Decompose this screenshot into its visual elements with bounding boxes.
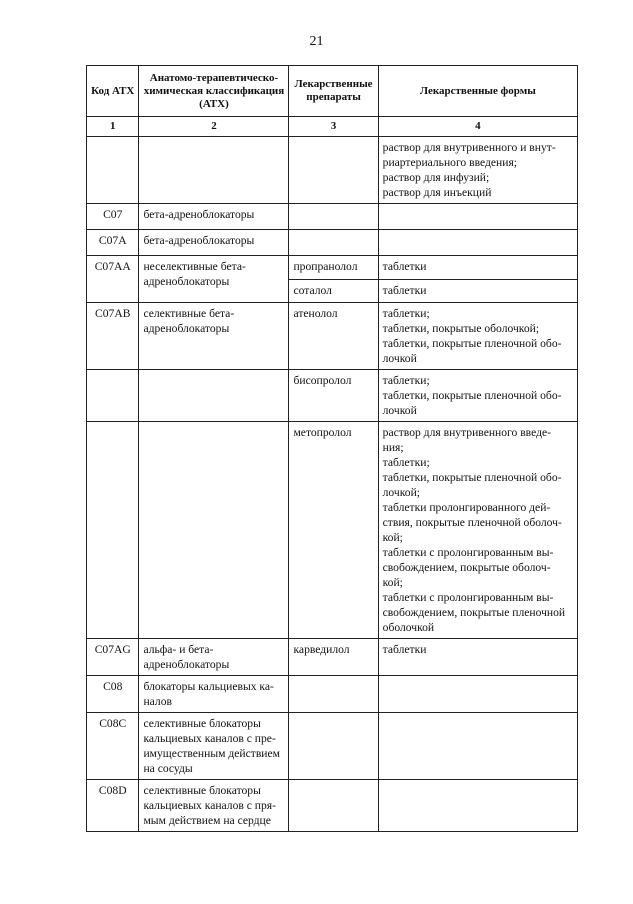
table-row xyxy=(87,639,578,676)
drug-cell: бисопролол xyxy=(289,370,378,422)
class-line: адреноблокаторы xyxy=(143,658,230,671)
code-cell: C07AB xyxy=(87,303,139,370)
form-line: таблетки с пролонгированным вы- xyxy=(382,591,554,604)
table-row xyxy=(87,780,578,832)
forms-cell xyxy=(378,230,577,256)
form-line: ствия, покрытые пленочной оболоч- xyxy=(382,516,562,529)
class-line: адреноблокаторы xyxy=(143,322,230,335)
code-cell xyxy=(87,422,139,639)
form-line: раствор для внутривенного и внут- xyxy=(382,141,556,154)
table-row xyxy=(87,230,578,256)
drug-cell xyxy=(289,230,378,256)
class-line: альфа- и бета- xyxy=(143,643,214,656)
code-cell: C08D xyxy=(87,780,139,832)
header-drugs: Лекарственные препараты xyxy=(289,66,378,117)
forms-cell: таблетки xyxy=(378,256,577,280)
code-cell: C08 xyxy=(87,676,139,713)
drug-cell: пропранолол xyxy=(289,256,378,280)
column-number: 3 xyxy=(289,117,378,137)
class-line: кальциевых каналов с пря- xyxy=(143,799,276,812)
class-line: кальциевых каналов с пре- xyxy=(143,732,276,745)
forms-cell xyxy=(378,422,577,639)
drug-cell: метопролол xyxy=(289,422,378,639)
class-cell xyxy=(139,303,289,370)
drug-cell xyxy=(289,204,378,230)
table-row xyxy=(87,422,578,639)
table-row xyxy=(87,204,578,230)
forms-cell xyxy=(378,780,577,832)
form-line: таблетки; xyxy=(382,456,430,469)
form-line: лочкой xyxy=(382,404,417,417)
form-line: раствор для внутривенного введе- xyxy=(382,426,551,439)
class-cell: бета-адреноблокаторы xyxy=(139,204,289,230)
class-line: мым действием на сердце xyxy=(143,814,271,827)
class-cell xyxy=(139,370,289,422)
class-line: на сосуды xyxy=(143,762,193,775)
atx-drug-table xyxy=(86,65,578,832)
class-line: селективные блокаторы xyxy=(143,717,261,730)
table-row xyxy=(87,256,578,280)
forms-cell xyxy=(378,137,577,204)
code-cell: C08C xyxy=(87,713,139,780)
drug-cell xyxy=(289,713,378,780)
page-number: 21 xyxy=(309,34,324,49)
class-line: блокаторы кальциевых ка- xyxy=(143,680,274,693)
class-cell xyxy=(139,137,289,204)
table-row xyxy=(87,137,578,204)
code-cell xyxy=(87,137,139,204)
forms-cell: таблетки xyxy=(378,280,577,303)
header-code: Код АТХ xyxy=(87,66,139,117)
form-line: лочкой xyxy=(382,352,417,365)
class-line: селективные блокаторы xyxy=(143,784,261,797)
class-line: неселективные бета- xyxy=(143,260,246,273)
class-line: имущественным действием xyxy=(143,747,280,760)
class-cell: бета-адреноблокаторы xyxy=(139,230,289,256)
drug-cell xyxy=(289,137,378,204)
forms-cell xyxy=(378,303,577,370)
forms-cell xyxy=(378,676,577,713)
form-line: свобождением, покрытые оболоч- xyxy=(382,561,551,574)
form-line: таблетки; xyxy=(382,374,430,387)
code-cell xyxy=(87,370,139,422)
forms-cell xyxy=(378,713,577,780)
form-line: свобождением, покрытые пленочной xyxy=(382,606,566,619)
form-line: таблетки, покрытые оболочкой; xyxy=(382,322,540,335)
form-line: таблетки с пролонгированным вы- xyxy=(382,546,554,559)
class-cell xyxy=(139,639,289,676)
code-cell: C07AG xyxy=(87,639,139,676)
class-line: селективные бета- xyxy=(143,307,235,320)
table-row xyxy=(87,370,578,422)
column-number: 2 xyxy=(139,117,289,137)
drug-cell xyxy=(289,676,378,713)
header-forms: Лекарственные формы xyxy=(378,66,577,117)
forms-cell xyxy=(378,370,577,422)
drug-cell: карведилол xyxy=(289,639,378,676)
forms-cell xyxy=(378,204,577,230)
form-line: лочкой; xyxy=(382,486,421,499)
form-line: таблетки; xyxy=(382,307,430,320)
form-line: раствор для инъекций xyxy=(382,186,492,199)
form-line: оболочкой xyxy=(382,621,435,634)
class-line: налов xyxy=(143,695,172,708)
class-cell xyxy=(139,256,289,303)
table-row xyxy=(87,713,578,780)
class-line: адреноблокаторы xyxy=(143,275,230,288)
form-line: риартериального введения; xyxy=(382,156,518,169)
class-cell xyxy=(139,780,289,832)
header-classification: Анатомо-терапевтическо-химическая классификация (АТХ) xyxy=(139,66,289,117)
form-line: кой; xyxy=(382,576,403,589)
drug-cell: атенолол xyxy=(289,303,378,370)
class-cell xyxy=(139,676,289,713)
drug-cell: соталол xyxy=(289,280,378,303)
forms-cell: таблетки xyxy=(378,639,577,676)
class-cell xyxy=(139,422,289,639)
header-row xyxy=(87,66,578,117)
form-line: таблетки, покрытые пленочной обо- xyxy=(382,471,562,484)
table-row xyxy=(87,676,578,713)
code-cell: C07AA xyxy=(87,256,139,303)
column-number: 4 xyxy=(378,117,577,137)
form-line: таблетки, покрытые пленочной обо- xyxy=(382,389,562,402)
column-number-row xyxy=(87,117,578,137)
form-line: таблетки пролонгированного дей- xyxy=(382,501,551,514)
code-cell: C07A xyxy=(87,230,139,256)
class-cell xyxy=(139,713,289,780)
form-line: таблетки, покрытые пленочной обо- xyxy=(382,337,562,350)
code-cell: C07 xyxy=(87,204,139,230)
table-row xyxy=(87,303,578,370)
form-line: раствор для инфузий; xyxy=(382,171,490,184)
form-line: кой; xyxy=(382,531,403,544)
column-number: 1 xyxy=(87,117,139,137)
form-line: ния; xyxy=(382,441,404,454)
drug-cell xyxy=(289,780,378,832)
